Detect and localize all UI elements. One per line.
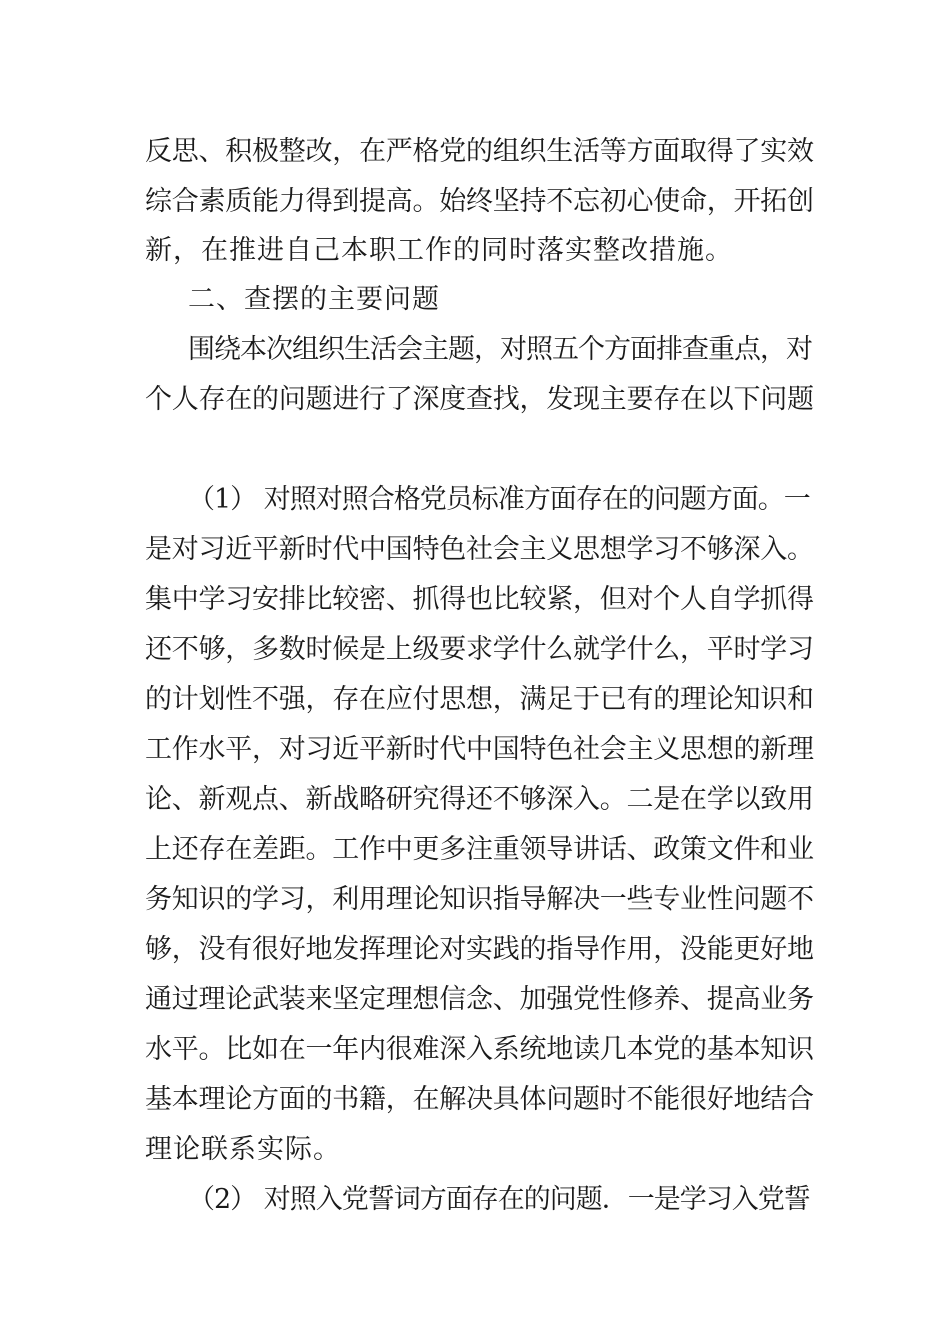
paragraph-line: 还不够，多数时候是上级要求学什么就学什么，平时学习 [145, 634, 814, 665]
paragraph-line: 是对习近平新时代中国特色社会主义思想学习不够深入。 [145, 534, 814, 565]
paragraph-line: 围绕本次组织生活会主题，对照五个方面排查重点，对 [188, 334, 812, 365]
paragraph-line: 基本理论方面的书籍，在解决具体问题时不能很好地结合 [145, 1084, 814, 1115]
paragraph-line: 水平。比如在一年内很难深入系统地读几本党的基本知识 [145, 1034, 814, 1065]
paragraph-line: 理论联系实际。 [145, 1134, 341, 1165]
paragraph-line: 论、新观点、新战略研究得还不够深入。二是在学以致用 [145, 784, 814, 815]
paragraph-line: 的计划性不强，存在应付思想，满足于已有的理论知识和 [145, 684, 814, 715]
paragraph-line: 够，没有很好地发挥理论对实践的指导作用，没能更好地 [145, 934, 814, 965]
paragraph-line: （2） 对照入党誓词方面存在的问题．一是学习入党誓 [188, 1184, 810, 1215]
paragraph-line: 通过理论武装来坚定理想信念、加强党性修养、提高业务 [145, 984, 814, 1015]
paragraph-line: 反思、积极整改，在严格党的组织生活等方面取得了实效 [145, 136, 814, 167]
paragraph-line: 工作水平，对习近平新时代中国特色社会主义思想的新理 [145, 734, 814, 765]
paragraph-line: 个人存在的问题进行了深度查找，发现主要存在以下问题 [145, 384, 814, 415]
paragraph-line: 新，在推进自己本职工作的同时落实整改措施。 [145, 235, 733, 266]
paragraph-line: 综合素质能力得到提高。始终坚持不忘初心使命，开拓创 [145, 186, 814, 217]
paragraph-line: （1） 对照对照合格党员标准方面存在的问题方面。一 [188, 484, 810, 515]
paragraph-line: 务知识的学习，利用理论知识指导解决一些专业性问题不 [145, 884, 814, 915]
paragraph-line: 上还存在差距。工作中更多注重领导讲话、政策文件和业 [145, 834, 814, 865]
section-heading: 二、查摆的主要问题 [188, 284, 440, 315]
paragraph-line: 集中学习安排比较密、抓得也比较紧，但对个人自学抓得 [145, 584, 814, 615]
